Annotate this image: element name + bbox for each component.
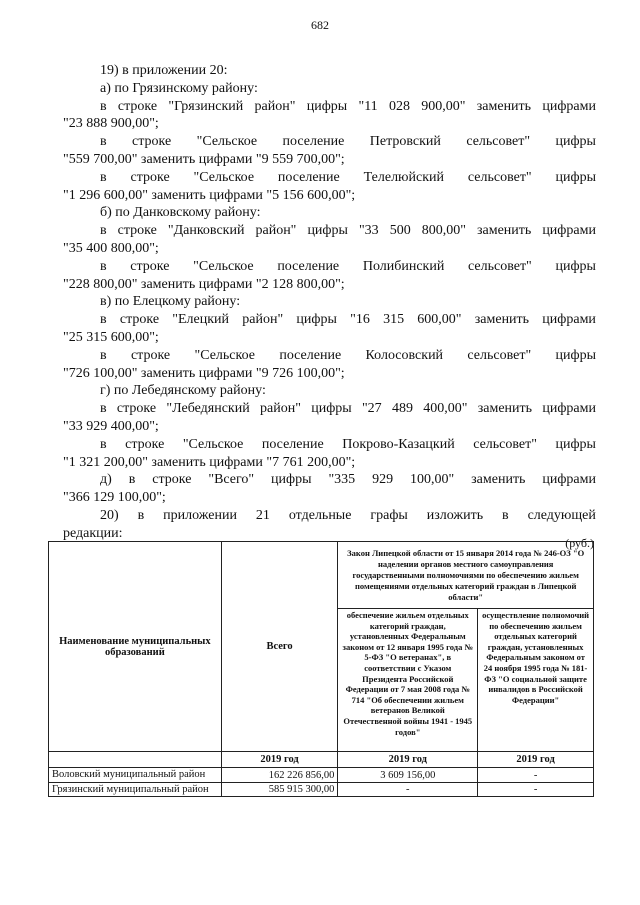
text-word: цифрами	[542, 98, 596, 114]
row-veterans-value: -	[338, 782, 478, 797]
text-word: "Елецкий	[172, 312, 230, 328]
text-word: в	[100, 312, 107, 328]
text-word: заменить	[477, 401, 533, 417]
text-word: сельсовет"	[468, 258, 532, 274]
text-word: 315	[383, 312, 405, 328]
text-word: 489	[391, 401, 413, 417]
text-line: "33 929 400,00";	[63, 418, 159, 434]
text-word: отдельные	[288, 507, 352, 523]
text-word: "Лебедянский	[166, 401, 250, 417]
text-word: заменить	[476, 223, 532, 239]
text-word: 929	[372, 472, 394, 488]
unit-label: (руб.)	[565, 536, 594, 550]
text-word: "16	[350, 312, 370, 328]
text-word: цифрами	[542, 223, 596, 239]
text-word: строке	[132, 134, 172, 150]
text-line	[63, 471, 596, 489]
text-word: поселение	[282, 134, 345, 150]
text-word: цифры	[311, 401, 352, 417]
text-word: Телелюйский	[363, 169, 445, 185]
year-empty-cell	[49, 752, 222, 768]
text-word: поселение	[279, 347, 342, 363]
text-word: "Сельское	[194, 347, 255, 363]
text-word: район"	[254, 98, 296, 114]
text-line	[63, 400, 596, 418]
row-name: Грязинский муниципальный район	[49, 782, 222, 797]
text-word: поселение	[277, 169, 340, 185]
text-word: район"	[255, 223, 297, 239]
text-word: Полибинский	[362, 258, 445, 274]
text-word: в	[502, 507, 509, 523]
text-line	[63, 98, 596, 116]
text-word: 100,00"	[410, 472, 455, 488]
text-word: "Всего"	[208, 472, 255, 488]
text-word: строке	[130, 347, 171, 363]
row-total: 162 226 856,00	[221, 768, 338, 783]
text-word: в	[100, 223, 107, 239]
text-word: 900,00"	[421, 98, 466, 114]
text-word: строке	[117, 98, 158, 114]
text-word: 21	[255, 507, 270, 523]
text-word: строке	[152, 472, 192, 488]
text-word: Колосовский	[365, 347, 444, 363]
page-number: 682	[311, 18, 329, 32]
text-word: в	[100, 169, 107, 185]
text-line: "35 400 800,00";	[63, 240, 159, 256]
text-word: заменить	[474, 312, 530, 328]
text-word: в	[100, 258, 107, 274]
text-line: "25 315 600,00";	[63, 329, 159, 345]
text-word: строке	[117, 223, 157, 239]
year-total: 2019 год	[221, 752, 338, 768]
text-word: 028	[388, 98, 410, 114]
text-line: а) по Грязинскому району:	[100, 80, 258, 96]
text-word: цифры	[555, 169, 596, 185]
row-name: Воловский муниципальный район	[49, 768, 222, 783]
text-word: сельсовет"	[473, 436, 537, 452]
text-line	[63, 169, 596, 187]
text-word: графы	[370, 507, 408, 523]
table-row	[49, 768, 594, 783]
text-word: район"	[260, 401, 301, 417]
text-word: "Сельское	[193, 169, 255, 185]
text-word: 600,00"	[417, 312, 462, 328]
text-word: цифры	[296, 312, 337, 328]
row-disabled-value: -	[478, 768, 594, 783]
text-line: г) по Лебедянскому району:	[100, 383, 266, 399]
text-word: в	[100, 98, 107, 114]
text-word: цифры	[306, 98, 348, 114]
text-word: цифрами	[542, 472, 596, 488]
text-line: в) по Елецкому району:	[100, 294, 241, 310]
text-word: в	[100, 436, 107, 452]
text-word: строке	[125, 436, 165, 452]
text-line: "228 800,00" заменить цифрами "2 128 800,00";	[63, 276, 345, 292]
row-total: 585 915 300,00	[221, 782, 338, 797]
text-word: строке	[116, 401, 157, 417]
text-word: строке	[119, 312, 160, 328]
text-word: строке	[130, 258, 170, 274]
text-line	[63, 222, 596, 240]
row-veterans-value: 3 609 156,00	[338, 768, 478, 783]
text-word: цифры	[555, 258, 596, 274]
text-word: в	[100, 134, 107, 150]
text-word: д)	[100, 472, 112, 488]
text-line: "23 888 900,00";	[63, 116, 159, 132]
text-word: в	[128, 472, 136, 488]
text-line	[63, 258, 596, 276]
text-word: 20)	[100, 507, 119, 523]
appendix-table	[48, 541, 594, 797]
text-word: 500	[389, 223, 411, 239]
text-word: приложении	[163, 507, 237, 523]
text-line: "1 321 200,00" заменить цифрами "7 761 200,00";	[63, 454, 356, 470]
text-word: сельсовет"	[466, 134, 531, 150]
text-word: Петровский	[369, 134, 441, 150]
header-law-title: Закон Липецкой области от 15 января 2014 года № 246-ОЗ "О наделении органов местного самоуправления государственными полномочиями по обеспечению жильем помещениями отдельных категорий граждан в Липецкой области"	[338, 542, 594, 609]
text-line: "1 296 600,00" заменить цифрами "5 156 600,00";	[63, 187, 356, 203]
text-word: цифры	[555, 347, 596, 363]
text-word: сельсовет"	[467, 347, 532, 363]
text-word: в	[137, 507, 145, 523]
text-word: "11	[358, 98, 378, 114]
year-disabled: 2019 год	[478, 752, 594, 768]
text-word: цифры	[555, 134, 596, 150]
text-word: "Сельское	[182, 436, 244, 452]
text-line: б) по Данковскому району:	[100, 205, 261, 221]
text-word: сельсовет"	[467, 169, 532, 185]
text-line: редакции:	[63, 525, 123, 541]
text-word: поселение	[261, 436, 324, 452]
text-word: изложить	[426, 507, 484, 523]
text-line: 19) в приложении 20:	[100, 63, 228, 78]
text-word: следующей	[527, 507, 596, 523]
text-word: "Сельское	[196, 134, 258, 150]
text-line: "559 700,00" заменить цифрами "9 559 700,00";	[63, 151, 345, 167]
header-veterans-housing: обеспечение жильем отдельных категорий граждан, установленных Федеральным законом от 12 января 1995 года № 5-ФЗ "О ветеранах", в соответствии с Указом Президента Российской Федерации от 7 мая 2008 года № 714 "Об обеспечении жильем ветеранов Великой Отечественной войны 1941 - 1945 годов"	[338, 609, 478, 752]
text-word: строке	[130, 169, 170, 185]
text-word: в	[100, 347, 107, 363]
text-word: 400,00"	[423, 401, 468, 417]
text-line	[63, 436, 596, 454]
text-word: "27	[361, 401, 382, 417]
text-word: "Грязинский	[168, 98, 244, 114]
text-word: "33	[358, 223, 379, 239]
text-word: заменить	[476, 98, 532, 114]
header-municipality-name: Наименование муниципальных образований	[49, 542, 222, 752]
text-word: район"	[242, 312, 284, 328]
header-disabled-housing: осуществление полномочий по обеспечению жильем отдельных категорий граждан, установленных Федеральным законом от 24 ноября 1995 года № 181-ФЗ "О социальной защите инвалидов в Российской Федерации"	[478, 609, 594, 752]
row-disabled-value: -	[478, 782, 594, 797]
table-row	[49, 782, 594, 797]
text-word: 800,00"	[421, 223, 466, 239]
text-line	[63, 347, 596, 365]
text-word: "335	[328, 472, 356, 488]
text-line	[63, 507, 596, 525]
text-word: цифры	[307, 223, 348, 239]
header-total: Всего	[221, 542, 338, 752]
text-word: "Сельское	[193, 258, 254, 274]
text-word: цифрами	[542, 401, 596, 417]
document-body-text	[63, 62, 596, 543]
year-veterans: 2019 год	[338, 752, 478, 768]
text-word: Покрово-Казацкий	[342, 436, 455, 452]
text-line: "366 129 100,00";	[63, 490, 166, 506]
text-word: цифры	[555, 436, 596, 452]
text-line: "726 100,00" заменить цифрами "9 726 100,00";	[63, 365, 345, 381]
text-line	[63, 133, 596, 151]
text-word: "Данковский	[167, 223, 245, 239]
text-word: заменить	[471, 472, 526, 488]
text-word: цифры	[271, 472, 312, 488]
text-line	[63, 311, 596, 329]
text-word: поселение	[277, 258, 340, 274]
text-word: в	[100, 401, 107, 417]
text-word: цифрами	[542, 312, 596, 328]
